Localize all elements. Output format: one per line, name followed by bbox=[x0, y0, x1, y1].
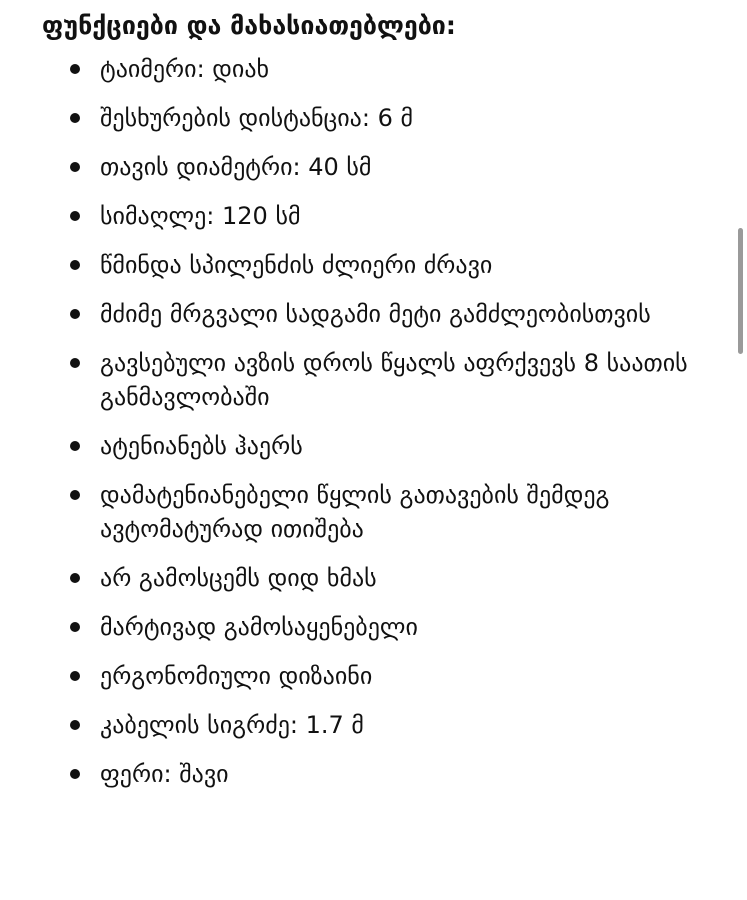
bullet-icon bbox=[70, 162, 80, 172]
list-item-text: დამატენიანებელი წყლის გათავების შემდეგ ავტომატურად ითიშება bbox=[100, 481, 610, 543]
bullet-icon bbox=[70, 260, 80, 270]
list-item-text: ტაიმერი: დიახ bbox=[100, 55, 270, 83]
list-item-text: შესხურების დისტანცია: 6 მ bbox=[100, 104, 414, 132]
list-item-text: მძიმე მრგვალი სადგამი მეტი გამძლეობისთვის bbox=[100, 300, 651, 328]
list-item bbox=[0, 150, 740, 184]
list-item bbox=[0, 52, 740, 86]
list-item-text: ატენიანებს ჰაერს bbox=[100, 432, 303, 460]
list-item-text: ფერი: შავი bbox=[100, 760, 229, 788]
features-list bbox=[0, 52, 740, 806]
bullet-icon bbox=[70, 441, 80, 451]
list-item bbox=[0, 757, 740, 791]
features-heading: ფუნქციები და მახასიათებლები: bbox=[42, 11, 456, 40]
bullet-icon bbox=[70, 113, 80, 123]
vertical-scrollbar[interactable] bbox=[738, 228, 743, 354]
bullet-icon bbox=[70, 309, 80, 319]
list-item bbox=[0, 610, 740, 644]
list-item bbox=[0, 297, 740, 331]
list-item bbox=[0, 346, 740, 414]
list-item-text: კაბელის სიგრძე: 1.7 მ bbox=[100, 711, 364, 739]
bullet-icon bbox=[70, 64, 80, 74]
bullet-icon bbox=[70, 769, 80, 779]
list-item bbox=[0, 708, 740, 742]
list-item bbox=[0, 248, 740, 282]
bullet-icon bbox=[70, 358, 80, 368]
bullet-icon bbox=[70, 573, 80, 583]
list-item bbox=[0, 478, 740, 546]
bullet-icon bbox=[70, 490, 80, 500]
list-item bbox=[0, 101, 740, 135]
list-item bbox=[0, 561, 740, 595]
list-item bbox=[0, 429, 740, 463]
list-item bbox=[0, 199, 740, 233]
list-item-text: სიმაღლე: 120 სმ bbox=[100, 202, 301, 230]
bullet-icon bbox=[70, 622, 80, 632]
list-item-text: გავსებული ავზის დროს წყალს აფრქვევს 8 საათის განმავლობაში bbox=[100, 349, 688, 411]
list-item bbox=[0, 659, 740, 693]
list-item-text: არ გამოსცემს დიდ ხმას bbox=[100, 564, 377, 592]
list-item-text: წმინდა სპილენძის ძლიერი ძრავი bbox=[100, 251, 493, 279]
list-item-text: მარტივად გამოსაყენებელი bbox=[100, 613, 418, 641]
list-item-text: თავის დიამეტრი: 40 სმ bbox=[100, 153, 372, 181]
bullet-icon bbox=[70, 671, 80, 681]
bullet-icon bbox=[70, 211, 80, 221]
list-item-text: ერგონომიული დიზაინი bbox=[100, 662, 373, 690]
bullet-icon bbox=[70, 720, 80, 730]
